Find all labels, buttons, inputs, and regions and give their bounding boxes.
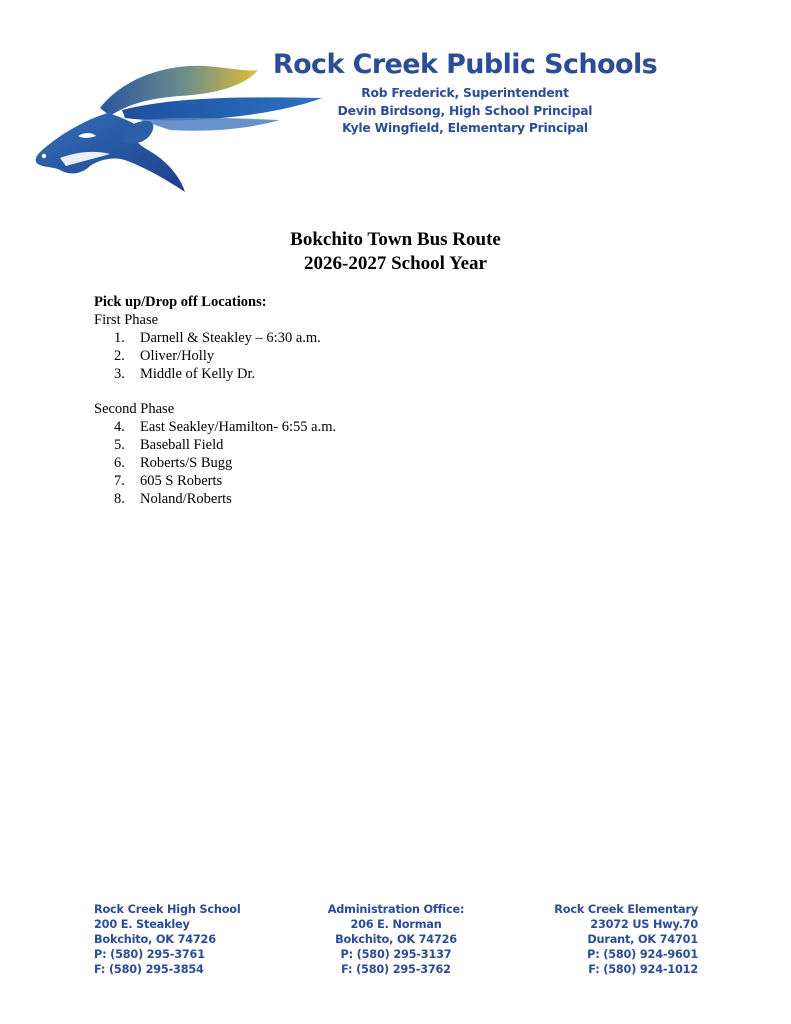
stop-number: 6. (114, 455, 125, 471)
stop-text: Darnell & Steakley – 6:30 a.m. (140, 330, 321, 346)
stop-number: 8. (114, 491, 125, 507)
stop-number: 4. (114, 419, 125, 435)
footer-line: Bokchito, OK 74726 (94, 933, 216, 946)
footer-line: Administration Office: (327, 903, 465, 916)
list-item (114, 365, 255, 383)
footer-line: F: (580) 295-3854 (94, 963, 204, 976)
stop-text: Baseball Field (140, 437, 224, 453)
phase-label-second: Second Phase (94, 401, 175, 417)
stop-number: 2. (114, 348, 125, 364)
list-item (114, 329, 321, 347)
document-title: Bokchito Town Bus Route (290, 229, 501, 250)
list-item (114, 490, 232, 508)
section-heading: Pick up/Drop off Locations: (94, 294, 267, 310)
footer-line: F: (580) 295-3762 (341, 963, 451, 976)
footer-line: Bokchito, OK 74726 (335, 933, 457, 946)
footer-line: P: (580) 295-3137 (340, 948, 452, 961)
footer-line: Rock Creek Elementary (554, 903, 698, 916)
footer-line: Durant, OK 74701 (587, 933, 698, 946)
document-subtitle: 2026-2027 School Year (304, 253, 487, 274)
stop-number: 1. (114, 330, 125, 346)
list-item (114, 472, 222, 490)
list-item (114, 347, 214, 365)
stop-number: 3. (114, 366, 125, 382)
stop-text: East Seakley/Hamilton- 6:55 a.m. (140, 419, 337, 435)
footer-line: Rock Creek High School (94, 903, 241, 916)
footer-line: P: (580) 924-9601 (587, 948, 698, 961)
footer-line: 23072 US Hwy.70 (590, 918, 698, 931)
stop-text: 605 S Roberts (140, 473, 223, 489)
stop-number: 5. (114, 437, 125, 453)
footer-line: P: (580) 295-3761 (94, 948, 205, 961)
school-name: Rock Creek Public Schools (272, 49, 658, 80)
footer-line: 206 E. Norman (350, 918, 442, 931)
stop-number: 7. (114, 473, 125, 489)
list-item (114, 436, 223, 454)
footer-admin-office (296, 902, 496, 977)
stop-text: Roberts/S Bugg (140, 455, 233, 471)
list-item (114, 418, 336, 436)
footer-line: F: (580) 924-1012 (588, 963, 698, 976)
stop-text: Oliver/Holly (140, 348, 215, 364)
superintendent-line: Rob Frederick, Superintendent (361, 86, 569, 100)
footer-line: 200 E. Steakley (94, 918, 190, 931)
high-school-principal-line: Devin Birdsong, High School Principal (337, 104, 593, 118)
stop-text: Middle of Kelly Dr. (140, 366, 256, 382)
footer-high-school (94, 902, 241, 977)
elementary-principal-line: Kyle Wingfield, Elementary Principal (342, 121, 588, 135)
list-item (114, 454, 232, 472)
phase-label-first: First Phase (94, 312, 159, 328)
footer-elementary (554, 902, 698, 977)
stop-text: Noland/Roberts (140, 491, 232, 507)
